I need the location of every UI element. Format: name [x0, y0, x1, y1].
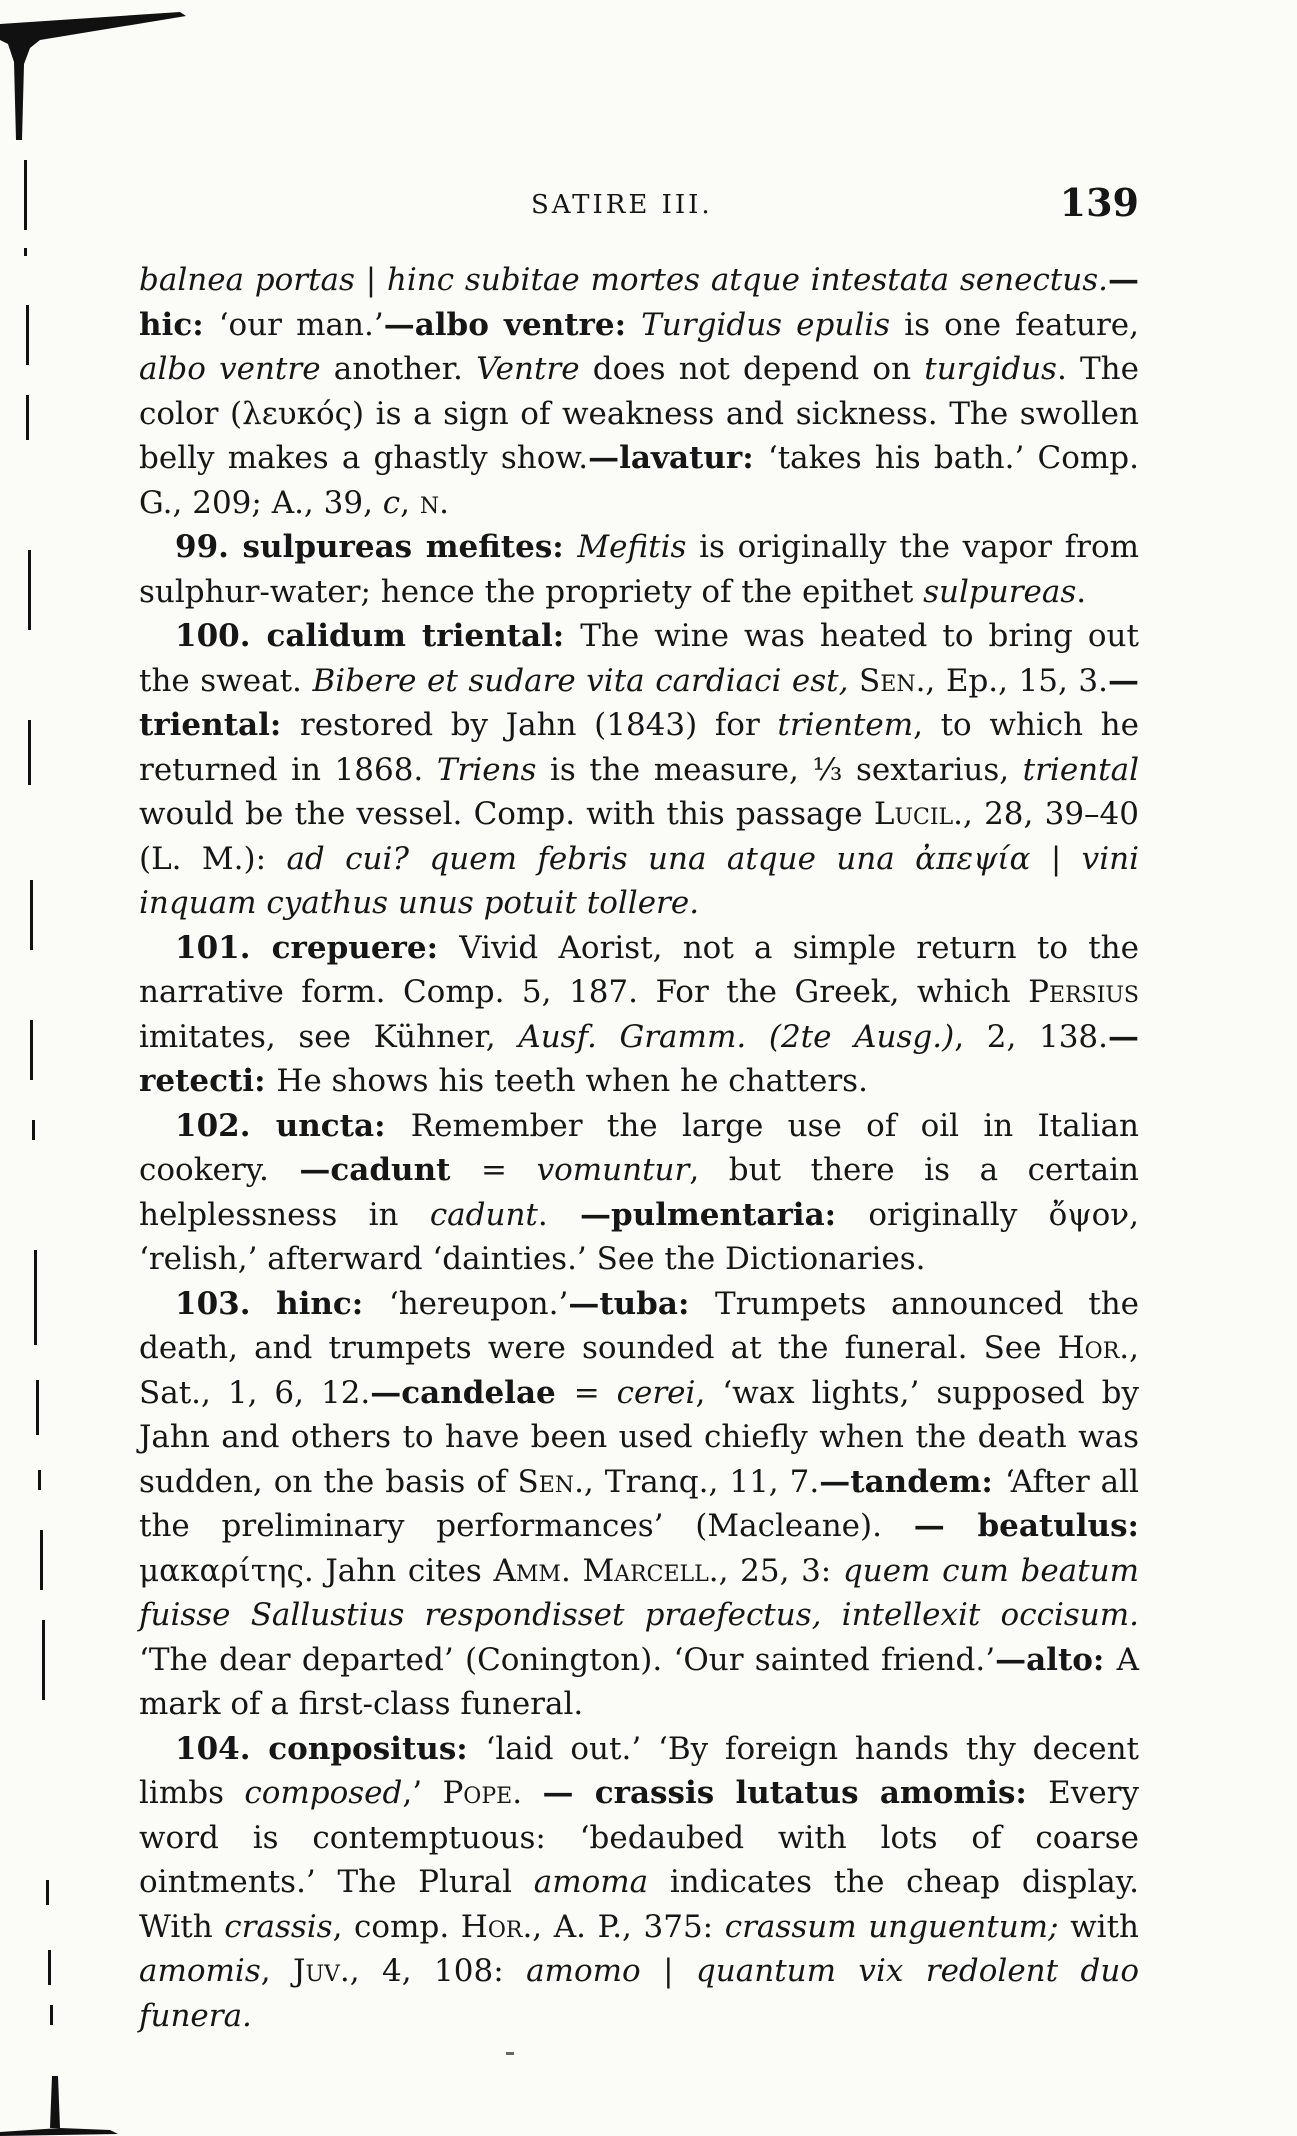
commentary-paragraph — [139, 258, 1139, 525]
text-run: Juv — [293, 1953, 340, 1989]
lemma-text: 99. sulpureas mefites: — [175, 529, 578, 565]
margin-mark — [32, 1120, 35, 1140]
lemma-text: —pulmentaria: — [547, 1196, 869, 1233]
text-run: ., 28, 39–40 (L. M.): — [139, 796, 1140, 877]
text-run: = — [573, 1374, 617, 1411]
text-run: ‘hereupon.’ — [388, 1285, 569, 1322]
text-run: vomuntur — [536, 1152, 690, 1188]
margin-mark — [50, 2005, 53, 2025]
text-run: . The color (λευκός) is a sign of weakness and sickness. The swollen belly makes a ghastly show. — [139, 351, 1139, 476]
margin-mark — [30, 1020, 33, 1080]
text-run: ‘takes his bath.’ Comp. G., 209; A., 39, — [139, 440, 1140, 521]
text-run: , comp. — [332, 1908, 461, 1945]
text-run: Hor — [460, 1908, 523, 1945]
text-run: cerei — [616, 1374, 696, 1411]
margin-mark — [26, 395, 29, 440]
text-run: another. — [320, 351, 477, 387]
lemma-text: 100. calidum triental: — [175, 618, 581, 654]
text-run: amomis — [139, 1953, 261, 1989]
running-head: SATIRE III. — [531, 190, 713, 220]
margin-mark — [38, 1470, 41, 1490]
text-run: Lucil — [873, 796, 954, 832]
text-run: Pope — [442, 1775, 513, 1811]
margin-mark — [28, 550, 31, 630]
text-run: , — [400, 484, 420, 521]
text-run: ,’ — [402, 1775, 443, 1811]
margin-mark — [36, 1380, 39, 1435]
text-run: Mefitis — [577, 529, 687, 565]
lemma-text: 102. uncta: — [175, 1107, 411, 1144]
margin-mark — [24, 248, 27, 256]
commentary-note-104 — [139, 1727, 1139, 2039]
text-run: . — [1076, 573, 1087, 610]
text-run: quem cum beatum fuisse Sallustius respondisset praefectus, intellexit occisum. — [139, 1552, 1139, 1633]
text-run: Ventre — [476, 351, 580, 387]
text-run: trientem — [777, 707, 914, 743]
lemma-text: —lavatur: — [588, 440, 768, 476]
margin-mark — [28, 720, 31, 785]
text-run: . — [512, 1775, 543, 1811]
lemma-text: —hic: — [139, 262, 1139, 343]
text-run: Every word is contemptuous: ‘bedaubed with lots of coarse ointments.’ The Plural — [139, 1775, 1139, 1900]
text-run: ad cui? quem febris una atque una ἀπεψία | vini inquam cyathus unus potuit tollere. — [139, 840, 1139, 921]
text-run: , 2, 138. — [954, 1018, 1108, 1055]
lemma-text: —albo ventre: — [383, 306, 642, 343]
page-number: 139 — [1059, 180, 1139, 225]
text-run: triental — [1022, 751, 1139, 788]
text-run: ‘our man.’ — [218, 306, 384, 343]
text-run: amoma — [533, 1864, 649, 1900]
text-run: Sen — [517, 1463, 575, 1500]
text-run: ‘laid out.’ ‘By foreign hands thy decent limbs — [139, 1730, 1140, 1811]
commentary-note-101 — [139, 926, 1139, 1104]
text-run: Trumpets announced the death, and trumpets were sounded at the funeral. See — [139, 1285, 1140, 1366]
text-run: , — [260, 1953, 294, 1989]
margin-mark — [46, 1880, 49, 1905]
text-run: restored by Jahn (1843) for — [299, 707, 778, 743]
text-run: The wine was heated to bring out the sweat. — [139, 618, 1139, 699]
commentary-note-99 — [139, 525, 1139, 614]
text-run: He shows his teeth when he chatters. — [276, 1063, 868, 1099]
margin-mark — [42, 1620, 45, 1700]
text-run: ., Ep., 15, 3. — [915, 662, 1108, 699]
lemma-text: —retecti: — [139, 1018, 1139, 1099]
text-run: , but there is a certain helplessness in — [139, 1152, 1139, 1233]
text-run: Hor — [1057, 1330, 1120, 1366]
margin-mark — [26, 305, 29, 365]
text-run: Vivid Aorist, not a simple return to the narrative form. Comp. 5, 187. For the Greek, which — [139, 929, 1139, 1010]
text-run: is one feature, — [890, 306, 1139, 343]
lemma-text: 101. crepuere: — [175, 929, 460, 966]
text-run: cadunt — [429, 1196, 538, 1233]
lemma-text: —tandem: — [819, 1463, 1005, 1500]
text-run: μακαρίτης. Jahn cites — [139, 1552, 494, 1589]
text-run: c — [382, 484, 401, 521]
text-run: does not depend on — [579, 351, 925, 387]
text-run: turgidus — [924, 351, 1057, 387]
text-run: ‘After all the preliminary performances’ (Macleane). — [139, 1463, 1139, 1544]
text-run: indicates the cheap display. With — [139, 1864, 1139, 1945]
commentary-note-103 — [139, 1282, 1139, 1727]
page-header — [139, 182, 1139, 232]
text-run: Ausf. Gramm. (2te Ausg.) — [518, 1018, 955, 1055]
text-run: is originally the vapor from sulphur-water; hence the propriety of the epithet — [139, 529, 1139, 610]
lemma-text: —triental: — [139, 662, 1139, 743]
bottom-dash — [506, 2052, 514, 2055]
lemma-text: —cadunt — [268, 1152, 481, 1188]
text-run: Sen — [848, 662, 916, 699]
text-run: crassum unguentum; — [724, 1908, 1059, 1945]
text-run: with — [1058, 1908, 1140, 1945]
margin-mark — [34, 1250, 37, 1345]
text-run: balnea portas | hinc subitae mortes atque intestata senectus. — [139, 262, 1108, 298]
binding-bottom-mark — [0, 2076, 130, 2136]
text-run: composed — [244, 1775, 403, 1811]
text-run: sulpureas — [923, 573, 1077, 610]
text-run: , to which he returned in 1868. — [139, 707, 1139, 788]
text-run: . — [537, 1196, 548, 1233]
text-run: Turgidus epulis — [641, 306, 891, 343]
text-run: is the measure, ⅓ sextarius, — [536, 751, 1023, 788]
text-run: A mark of a first-class funeral. — [139, 1641, 1139, 1722]
text-run: amomo | quantum vix redolent duo funera. — [139, 1953, 1139, 2034]
text-run: ., Tranq., 11, 7. — [574, 1463, 820, 1500]
text-run: ., 25, 3: — [708, 1552, 843, 1589]
margin-mark — [30, 880, 33, 950]
binding-corner-mark — [0, 0, 200, 140]
commentary-text — [139, 258, 1139, 2038]
text-run: originally ὄψον, ‘relish,’ afterward ‘dainties.’ See the Dictionaries. — [139, 1196, 1139, 1277]
text-run: n — [419, 484, 440, 521]
text-run: Triens — [436, 751, 537, 788]
text-run: . — [439, 484, 449, 521]
lemma-text: —candelae — [370, 1374, 574, 1411]
text-run: ., 4, 108: — [339, 1953, 527, 1989]
lemma-text: 103. hinc: — [175, 1285, 389, 1322]
lemma-text: — crassis lutatus amomis: — [542, 1775, 1049, 1811]
commentary-note-102 — [139, 1104, 1139, 1282]
commentary-note-100 — [139, 614, 1139, 926]
text-run: Amm. Marcell — [493, 1552, 709, 1589]
text-run: Persius — [1028, 974, 1139, 1010]
lemma-text: — beatulus: — [913, 1508, 1139, 1544]
margin-mark — [24, 160, 27, 230]
text-run: imitates, see Kühner, — [139, 1018, 519, 1055]
lemma-text: —alto: — [995, 1641, 1117, 1678]
margin-mark — [48, 1950, 51, 1985]
text-run: Bibere et sudare vita cardiaci est, — [312, 662, 849, 699]
lemma-text: 104. conpositus: — [175, 1730, 486, 1767]
text-run: ., Sat., 1, 6, 12. — [139, 1330, 1139, 1411]
text-run: ., A. P., 375: — [522, 1908, 725, 1945]
text-run: would be the vessel. Comp. with this passage — [139, 796, 874, 832]
text-run: Remember the large use of oil in Italian cookery. — [139, 1107, 1139, 1188]
text-run: , ‘wax lights,’ supposed by Jahn and others to have been used chiefly when the death was sudden, on the basis of — [139, 1374, 1139, 1500]
margin-mark — [40, 1530, 43, 1590]
text-run: albo ventre — [139, 351, 321, 387]
text-run: = — [481, 1152, 537, 1188]
text-run: ‘The dear departed’ (Conington). ‘Our sainted friend.’ — [139, 1641, 996, 1678]
text-run: crassis — [224, 1908, 333, 1945]
lemma-text: —tuba: — [568, 1285, 715, 1322]
